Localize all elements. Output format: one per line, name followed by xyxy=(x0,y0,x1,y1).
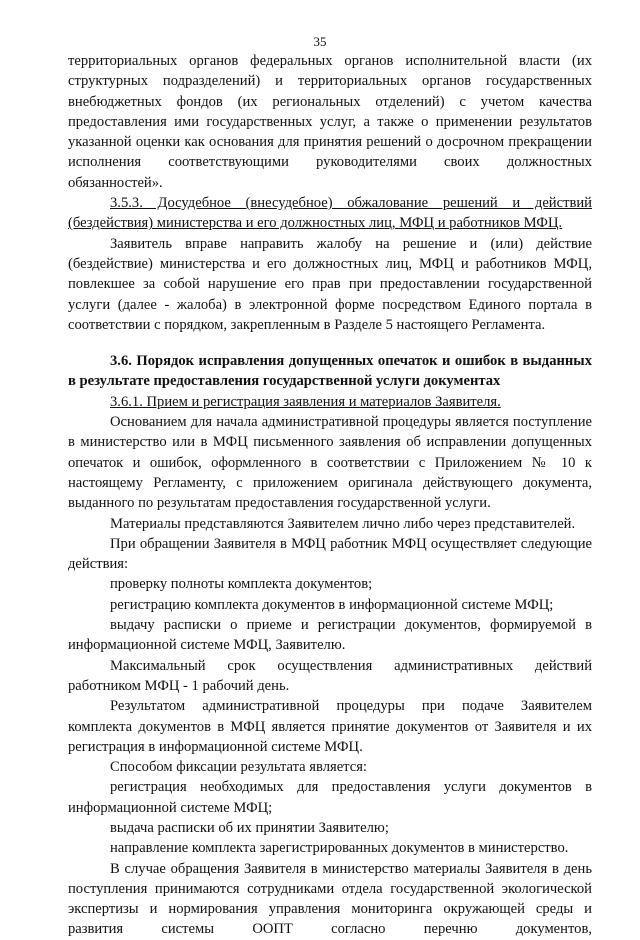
list-item-register: регистрацию комплекта документов в информационной системе МФЦ; xyxy=(110,596,554,613)
paragraph-result: Результатом административной процедуры при подаче Заявителем комплекта документов в МФЦ является принятие документов от Заявителя и их регистрация в информационной системе МФЦ. xyxy=(68,698,592,755)
document-body xyxy=(68,51,592,940)
paragraph-complaint: Заявитель вправе направить жалобу на решение и (или) действие (бездействие) министерства и его должностных лиц, МФЦ и работников МФЦ, повлекшее за собой нарушение его прав при предоставлении государственной услуги (далее - жалоба) в электронной форме посредством Единого портала в соответствии с порядком, закрепленным в Разделе 5 настоящего Регламента. xyxy=(68,235,592,333)
paragraph-fixation: Способом фиксации результата является: xyxy=(110,759,367,776)
paragraph-ministry: В случае обращения Заявителя в министерство материалы Заявителя в день поступления принимаются сотрудниками отдела государственной экологической экспертизы и нормирования управления мониторинга окружающей среды и развития системы ООПТ согласно перечню документов, xyxy=(68,860,592,938)
section-spacer xyxy=(68,335,592,351)
list-item-check: проверку полноты комплекта документов; xyxy=(110,576,373,593)
list-item-receipt: выдачу расписки о приеме и регистрации документов, формируемой в информационной системе МФЦ, Заявителю. xyxy=(68,617,592,654)
list-item-issue-receipt: выдача расписки об их принятии Заявителю; xyxy=(110,819,389,836)
section-heading-3-6: 3.6. Порядок исправления допущенных опечаток и ошибок в выданных в результате предоставления государственной услуги документах xyxy=(68,353,592,390)
list-item-registration: регистрация необходимых для предоставления услуги документов в информационной системе МФЦ; xyxy=(68,779,592,816)
list-item-send: направление комплекта зарегистрированных документов в министерство. xyxy=(110,840,569,857)
page-number: 35 xyxy=(313,34,327,49)
paragraph-materials: Материалы представляются Заявителем лично либо через представителей. xyxy=(110,515,576,532)
paragraph-basis: Основанием для начала административной процедуры является поступление в министерство или в МФЦ письменного заявления об исправлении допущенных опечаток и ошибок, оформленного в соответствии с Приложением № 10 к настоящему Регламенту, с приложением оригинала действующего документа, выданного по результатам предоставления государственной услуги. xyxy=(68,414,592,512)
subsection-heading-3-6-1: 3.6.1. Прием и регистрация заявления и материалов Заявителя. xyxy=(110,393,501,410)
paragraph-continuation: территориальных органов федеральных органов исполнительной власти (их структурных подразделений) и территориальных органов государственных внебюджетных фондов (их региональных отделений) с учетом качества предоставления ими государственных услуг, а также о применении результатов указанной оценки как основания для принятия решений о досрочном прекращении исполнения соответствующими руководителями своих должностных обязанностей». xyxy=(68,53,592,191)
paragraph-max-term: Максимальный срок осуществления административных действий работником МФЦ - 1 рабочий день. xyxy=(68,657,592,694)
subsection-heading-3-5-3: 3.5.3. Досудебное (внесудебное) обжалование решений и действий (бездействия) министерства и его должностных лиц, МФЦ и работников МФЦ. xyxy=(68,195,592,232)
paragraph-mfc-actions: При обращении Заявителя в МФЦ работник МФЦ осуществляет следующие действия: xyxy=(68,535,592,573)
